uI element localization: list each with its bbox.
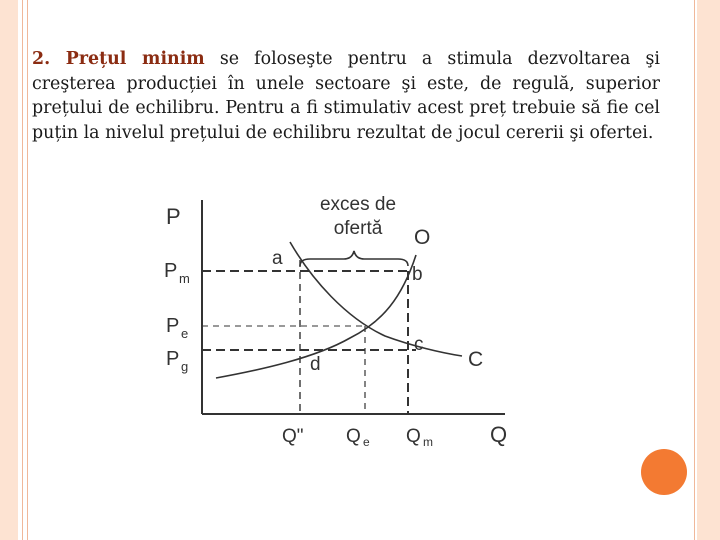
supply-curve-label: O [414, 226, 431, 249]
point-d-label: d [310, 354, 321, 375]
svg-text:Q: Q [406, 426, 421, 447]
svg-text:m: m [179, 271, 190, 286]
pg-label [166, 348, 188, 374]
svg-text:Q: Q [346, 426, 361, 447]
right-frame-band [697, 0, 720, 540]
minimum-price-diagram [150, 180, 530, 460]
demand-curve-label: C [468, 348, 484, 371]
svg-text:m: m [423, 435, 433, 449]
svg-text:e: e [181, 326, 189, 341]
slide-lead-term: 2. Prețul minim [32, 49, 205, 70]
right-frame-rule [694, 0, 695, 540]
point-a-label: a [272, 248, 283, 269]
pm-label [164, 260, 190, 286]
point-c-label: c [414, 334, 424, 355]
svg-text:P: P [166, 315, 180, 337]
left-frame-band [0, 0, 18, 540]
quantity-axis-label: Q [490, 422, 508, 447]
svg-text:g: g [181, 359, 189, 374]
excess-supply-label-line1: exces de [319, 194, 397, 215]
qm-label [406, 426, 433, 449]
pe-label [166, 315, 188, 341]
point-b-label: b [412, 264, 423, 285]
slide-paragraph [32, 47, 660, 145]
q2-label: Q" [282, 426, 304, 447]
slide-body-text: se foloseşte pentru a stimula dezvoltarea şi creşterea producției în unele sectoare şi este, de regulă, superior prețului de echilibru. Pentru a fi stimulativ acest preț trebuie să fie cel puțin la nivelul prețului de echilibru rezultat de jocul cererii şi ofertei. [32, 49, 660, 143]
qe-label [346, 426, 370, 449]
svg-text:e: e [363, 435, 370, 449]
left-frame-rule-inner [27, 0, 28, 540]
svg-text:P: P [166, 348, 180, 370]
excess-supply-label-line2: ofertă [333, 218, 383, 239]
price-axis-label: P [166, 204, 181, 229]
accent-circle [641, 449, 687, 495]
excess-supply-brace [300, 251, 408, 266]
svg-text:P: P [164, 260, 178, 282]
left-frame-rule [22, 0, 23, 540]
